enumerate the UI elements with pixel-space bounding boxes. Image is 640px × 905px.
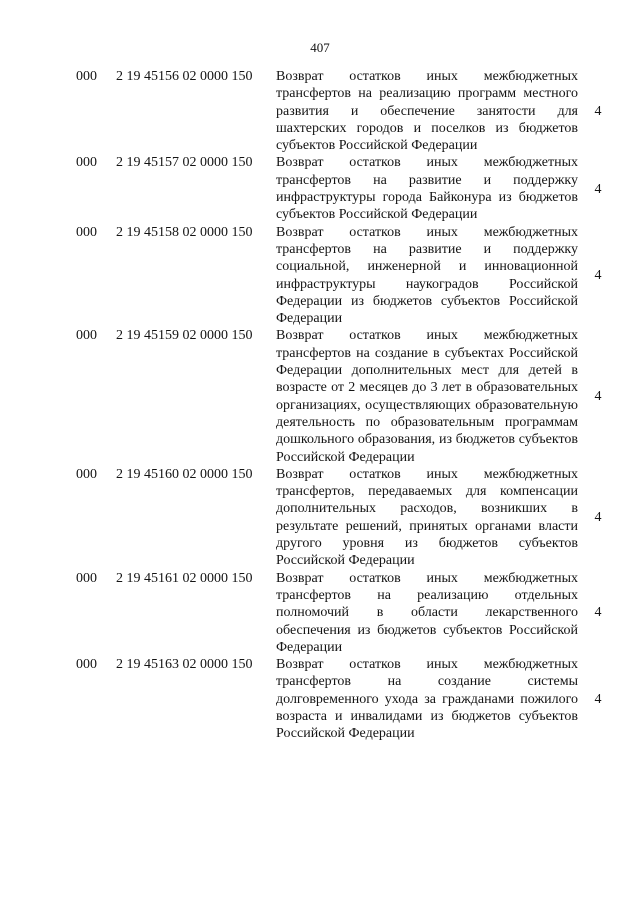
table-row [0, 154, 640, 223]
revenue-description: Возврат остатков иных межбюджетных трансфертов на развитие и поддержку инфраструктуры города Байконура из бюджетов субъектов Российской Федерации [276, 155, 578, 223]
administrator-code: 000 [76, 657, 97, 673]
standard-value: 4 [594, 691, 602, 707]
standard-value: 4 [594, 181, 602, 197]
budget-classification-code: 2 19 45158 02 0000 150 [116, 224, 253, 240]
revenue-description: Возврат остатков иных межбюджетных трансфертов на создание системы долговременного ухода за гражданами пожилого возраста и инвалидами из бюджетов субъектов Российской Федерации [276, 657, 578, 742]
budget-classification-code: 2 19 45159 02 0000 150 [116, 328, 253, 344]
administrator-code: 000 [76, 224, 97, 240]
page-number: 407 [310, 40, 330, 55]
budget-classification-code: 2 19 45157 02 0000 150 [116, 155, 253, 171]
table-row [0, 656, 640, 742]
administrator-code: 000 [76, 328, 97, 344]
standard-value: 4 [594, 510, 602, 526]
revenue-description: Возврат остатков иных межбюджетных трансфертов на развитие и поддержку социальной, инженерной и инновационной инфраструктуры наукоградов Российской Федерации из бюджетов субъектов Российской Федерации [276, 224, 578, 327]
administrator-code: 000 [76, 570, 97, 586]
standard-value: 4 [594, 268, 602, 284]
table-row [0, 224, 640, 328]
budget-classification-code: 2 19 45163 02 0000 150 [116, 657, 253, 673]
budget-code-table [0, 68, 640, 743]
administrator-code: 000 [76, 466, 97, 482]
table-row [0, 570, 640, 656]
standard-value: 4 [594, 389, 602, 405]
revenue-description: Возврат остатков иных межбюджетных трансфертов на создание в субъектах Российской Федерации дополнительных мест для детей в возрасте от 2 месяцев до 3 лет в образовательных организациях, осуществляющих образовательную деятельность по образовательным программам дошкольного образования, из бюджетов субъектов Российской Федерации [276, 328, 578, 465]
table-row [0, 327, 640, 465]
table-row [0, 68, 640, 154]
standard-value: 4 [594, 103, 602, 119]
administrator-code: 000 [76, 69, 97, 84]
budget-classification-code: 2 19 45161 02 0000 150 [116, 570, 253, 586]
budget-classification-code: 2 19 45160 02 0000 150 [116, 466, 253, 482]
administrator-code: 000 [76, 155, 97, 171]
table-row [0, 466, 640, 570]
revenue-description: Возврат остатков иных межбюджетных трансфертов на реализацию отдельных полномочий в области лекарственного обеспечения из бюджетов субъектов Российской Федерации [276, 570, 578, 655]
budget-classification-code: 2 19 45156 02 0000 150 [116, 69, 253, 84]
standard-value: 4 [594, 605, 602, 621]
revenue-description: Возврат остатков иных межбюджетных трансфертов на реализацию программ местного развития и обеспечение занятости для шахтерских городов и поселков из бюджетов субъектов Российской Федерации [276, 69, 578, 154]
revenue-description: Возврат остатков иных межбюджетных трансфертов, передаваемых для компенсации дополнительных расходов, возникших в результате решений, принятых органами власти другого уровня из бюджетов субъектов Российской Федерации [276, 466, 578, 569]
